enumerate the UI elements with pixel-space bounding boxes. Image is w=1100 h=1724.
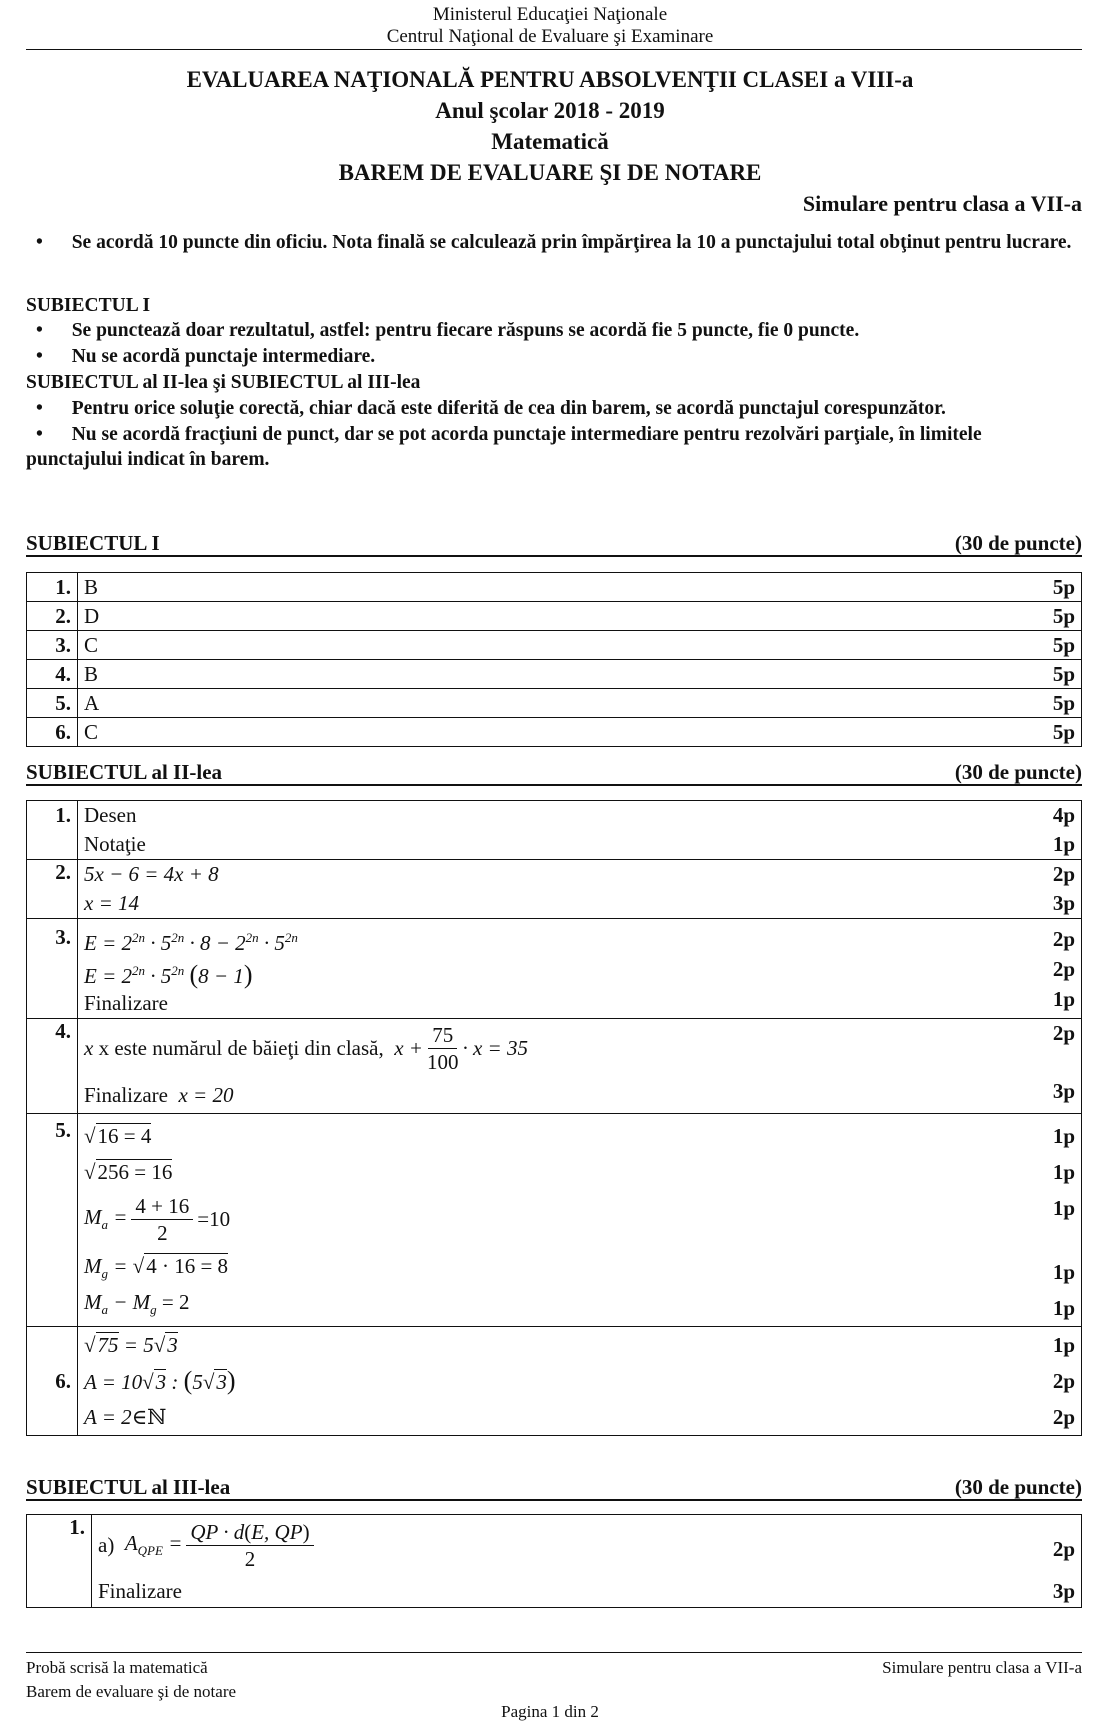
table-row: 3. $E = 2^{2n} \cdot 5^{2n} \cdot 8 - 2^{2n} \cdot 5^{2n}$ $E = 2^{2n} \cdot 5^{2n}$ (8 − 1) Finalizare 2p 2p 1p [27,919,1082,1019]
center-name: Centrul Naţional de Evaluare şi Examinare [386,26,714,47]
rule-4-text: Pentru orice soluţie corectă, chiar dacă este diferită de cea din barem, se acordă punctajul corespunzător. [71,398,946,419]
subiect2-header [26,760,1082,786]
subject-name: Matematică [491,129,609,154]
q2-equation: 5x − 6 = 4x + 8 [84,862,219,886]
rule-2: • Se punctează doar rezultatul, astfel: pentru fiecare răspuns se acordă fie 5 puncte, fie 0 puncte. [36,320,860,341]
q4-final: Finalizare x = 20 [84,1083,234,1107]
footer-rule [26,1652,1082,1653]
q5-difference: $M_a - M_g = 2$ [84,1290,190,1318]
q4-statement: x x este numărul de băieţi din clasă, x + $\frac{75}{100}$ · x = 35 [84,1022,528,1074]
bullet: • [36,232,43,253]
table-row: 1. Desen Notaţie 4p 1p [27,801,1082,860]
table-row: 6. √75 = 5√3 A = 10√3 : (5√3) A = 2∈ℕ 1p 2p 2p [27,1327,1082,1436]
subiect1-title: SUBIECTUL I [26,531,160,555]
q6-line3: A = 2∈ℕ [84,1405,167,1429]
table-row: 1. B 5p [27,573,1082,602]
q1-final: Finalizare [98,1579,182,1603]
q1-desen: Desen [84,803,137,827]
barem-title: BAREM DE EVALUARE ŞI DE NOTARE [338,160,762,185]
rule-1 [26,230,1080,255]
subiect3-points: (30 de puncte) [954,1475,1082,1499]
subiect1-header [26,531,1082,557]
footer-left-2: Barem de evaluare şi de notare [26,1682,237,1701]
subiect1-table [26,572,1082,747]
subiect3-title: SUBIECTUL al III-lea [26,1475,231,1499]
q3-final: Finalizare [84,991,168,1015]
rule-5-text: Nu se acordă fracţiuni de punct, dar se pot acorda punctaje intermediare pentru rezolvări parţiale, în limitele punctajului indicat în barem. [26,424,982,470]
q6-line2: A = 10√3 : (5√3) [84,1366,236,1395]
table-row: 1. a) $A_{QPE}$ = $\frac{QP \cdot d(E, QP)}{2}$ Finalizare 2p 3p [27,1515,1082,1608]
q6-line1: √75 = 5√3 [84,1333,178,1357]
q1-area-formula: a) $A_{QPE}$ = $\frac{QP \cdot d(E, QP)}{2}$ [98,1515,1017,1575]
subiect23-rules-head: SUBIECTUL al II-lea şi SUBIECTUL al III-lea [26,372,421,393]
q2-solution: x = 14 [84,891,139,915]
footer-right: Simulare pentru clasa a VII-a [882,1658,1082,1677]
subiect2-points: (30 de puncte) [954,760,1082,784]
table-row: 5. √16 = 4 √256 = 16 $M_a$ = $\frac{4 + 16}{2}$ =10 $M_g = √4 \cdot 16 = 8$ $M_a - M_g = 2$ 1p 1p 1p 1p 1p [27,1114,1082,1327]
subiect3-header [26,1475,1082,1501]
q5-line1: √16 = 4 [84,1124,152,1148]
q1-notatie: Notaţie [84,832,146,856]
school-year: Anul şcolar 2018 - 2019 [435,98,665,123]
subiect3-table [26,1514,1082,1608]
subiect2-title: SUBIECTUL al II-lea [26,760,223,784]
subiect1-rules-head: SUBIECTUL I [26,295,151,316]
subiect1-points: (30 de puncte) [954,531,1082,555]
header-rule [26,49,1082,50]
table-row: 4. x x este numărul de băieţi din clasă, x + $\frac{75}{100}$ · x = 35 Finalizare x = 20 2p 3p [27,1019,1082,1114]
rule-4: • Pentru orice soluţie corectă, chiar dacă este diferită de cea din barem, se acordă punctajul corespunzător. [36,398,946,419]
rule-1-text: Se acordă 10 puncte din oficiu. Nota finală se calculează prin împărţirea la 10 a punctajului total obţinut pentru lucrare. [71,232,1072,253]
table-row: 3. C 5p [27,631,1082,660]
table-row: 5. A 5p [27,689,1082,718]
q5-geom-mean: $M_g = √4 \cdot 16 = 8$ [84,1254,229,1282]
exam-title: EVALUAREA NAŢIONALĂ PENTRU ABSOLVENŢII CLASEI a VIII-a [186,67,914,92]
rule-5: • Nu se acordă fracţiuni de punct, dar se pot acorda punctaje intermediare pentru rezolvări parţiale, în limitele punctajului indicat în barem. [26,424,982,470]
q4-fraction: $\frac{75}{100}$ [426,1022,459,1074]
rule-2-text: Se punctează doar rezultatul, astfel: pentru fiecare răspuns se acordă fie 5 puncte, fie 0 puncte. [71,320,860,341]
q5-line2: √256 = 16 [84,1160,173,1184]
footer-left-1: Probă scrisă la matematică [26,1658,208,1677]
q5-arith-mean: $M_a$ = $\frac{4 + 16}{2}$ =10 [84,1193,231,1245]
table-row: 6. C 5p [27,718,1082,747]
rule-3: • Nu se acordă punctaje intermediare. [36,346,376,367]
table-row: 2. 5x − 6 = 4x + 8 x = 14 2p 3p [27,860,1082,919]
rule-3-text: Nu se acordă punctaje intermediare. [71,346,376,367]
q3-expr2: $E = 2^{2n} \cdot 5^{2n}$ (8 − 1) [84,960,253,989]
subiect2-table [26,800,1082,1436]
page-number: Pagina 1 din 2 [501,1702,599,1721]
table-row: 2. D 5p [27,602,1082,631]
table-row: 4. B 5p [27,660,1082,689]
simulare-label: Simulare pentru clasa a VII-a [802,191,1082,216]
ministry-name: Ministerul Educaţiei Naţionale [432,4,668,25]
q3-expr1: $E = 2^{2n} \cdot 5^{2n} \cdot 8 - 2^{2n} \cdot 5^{2n}$ [84,930,298,955]
